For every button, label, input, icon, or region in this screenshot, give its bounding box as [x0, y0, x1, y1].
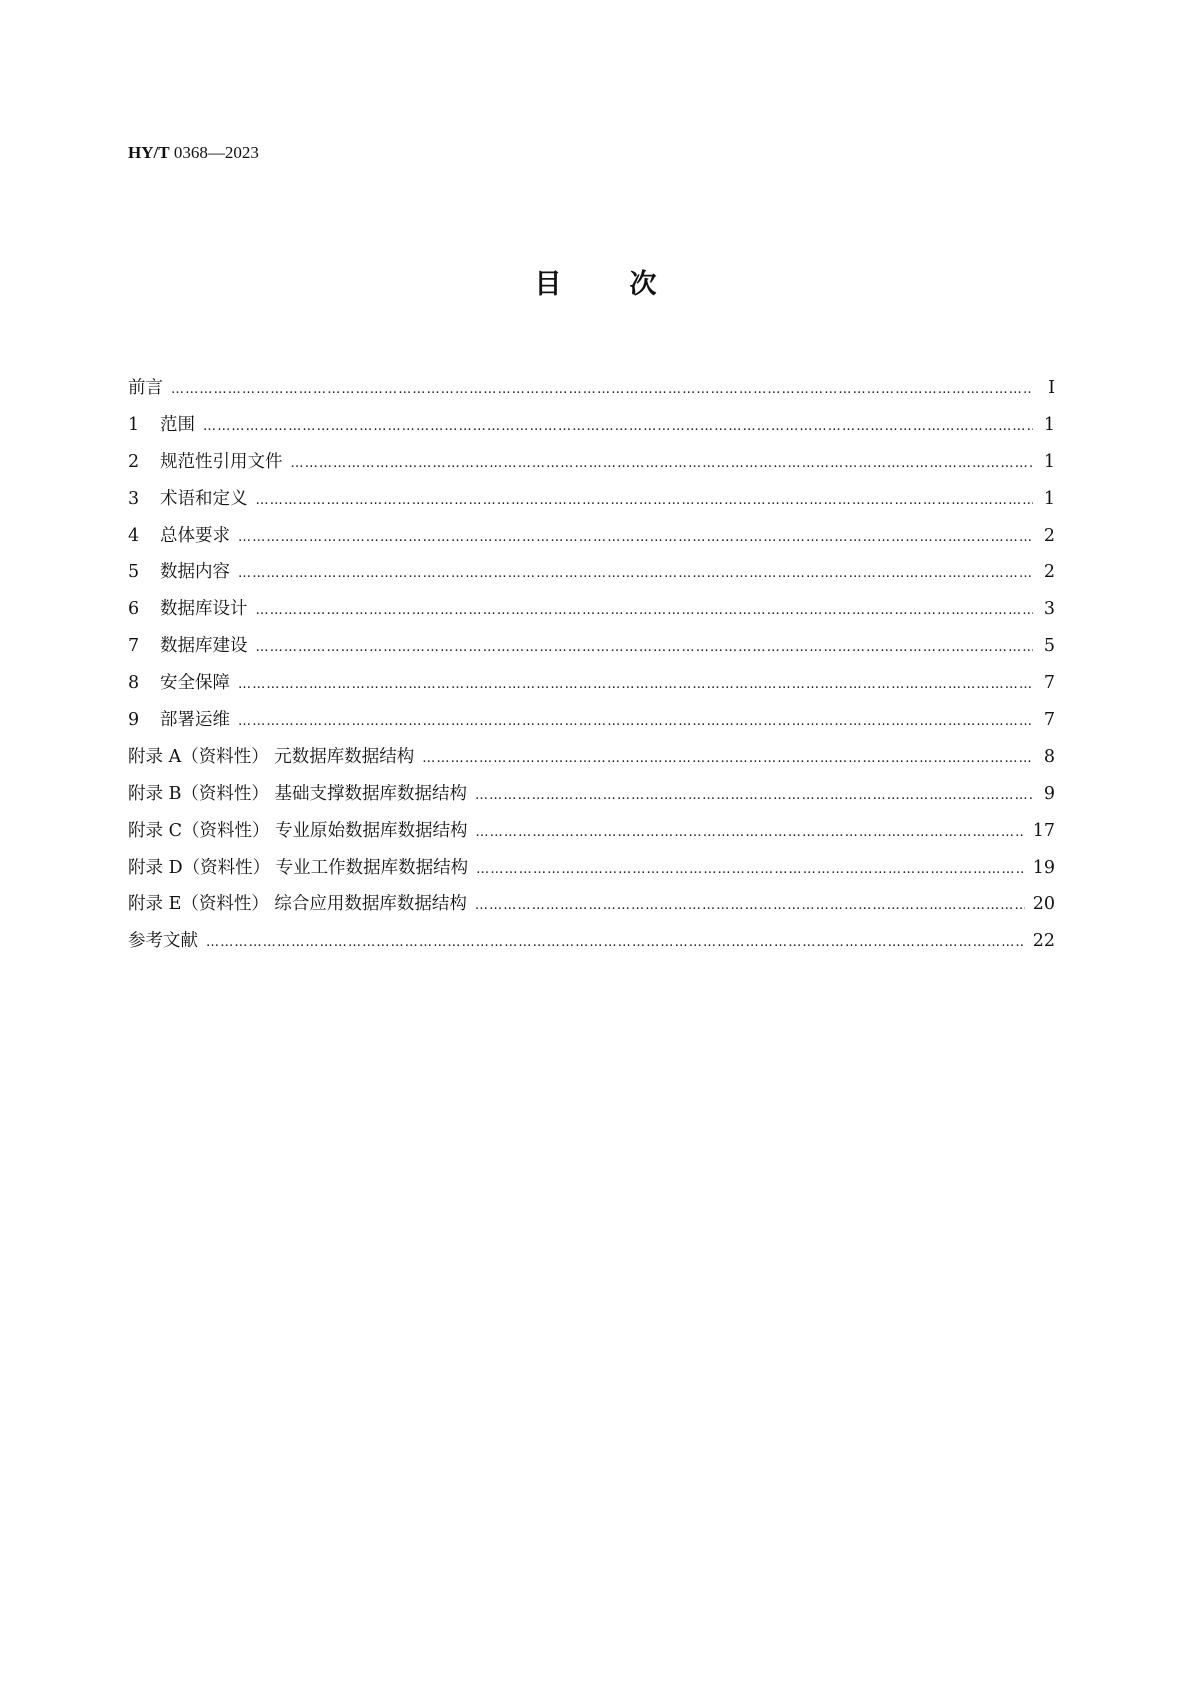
toc-entry-label: 部署运维	[160, 710, 230, 731]
toc-entry[interactable]	[128, 927, 1055, 964]
toc-entry[interactable]	[128, 817, 1055, 854]
dot-leader	[476, 862, 1025, 877]
dot-leader	[422, 751, 1033, 766]
toc-entry-page: 7	[1043, 710, 1055, 731]
toc-entry-label: 安全保障	[160, 673, 230, 694]
toc-entry-number: 3	[128, 488, 140, 509]
page-title	[0, 262, 1191, 301]
standard-number: 0368—2023	[173, 143, 259, 162]
toc-entry-label: 参考文献	[128, 931, 198, 952]
toc-entry-page: Ⅰ	[1048, 378, 1055, 398]
toc-entry-page: 1	[1043, 414, 1055, 435]
toc-entry-page: 5	[1043, 636, 1055, 657]
toc-entry[interactable]	[128, 632, 1055, 669]
toc-entry-page: 2	[1043, 525, 1055, 546]
dot-leader	[238, 566, 1033, 581]
toc-entry-number: 6	[128, 599, 140, 620]
toc-entry-label: 附录 A（资料性） 元数据库数据结构	[128, 746, 415, 767]
toc-entry-page: 19	[1032, 857, 1055, 878]
dot-leader	[238, 530, 1033, 545]
toc-entry-label: 附录 C（资料性） 专业原始数据库数据结构	[128, 820, 468, 841]
toc-entry[interactable]	[128, 854, 1055, 891]
standard-prefix: HY/T	[128, 143, 170, 162]
toc-entry-label: 数据库建设	[160, 636, 248, 657]
toc-entry-label: 附录 D（资料性） 专业工作数据库数据结构	[128, 857, 469, 878]
toc-entry-label: 规范性引用文件	[160, 451, 283, 472]
toc-entry[interactable]	[128, 669, 1055, 706]
toc-entry-label: 前言	[128, 378, 163, 398]
standard-code	[128, 143, 259, 163]
toc-entry-page: 8	[1043, 746, 1055, 767]
toc-entry-page: 2	[1043, 562, 1055, 583]
toc-entry-number: 9	[128, 710, 140, 731]
toc-entry-number: 7	[128, 636, 140, 657]
dot-leader	[256, 493, 1034, 508]
toc-entry-number: 4	[128, 525, 140, 546]
toc-entry-page: 20	[1032, 894, 1055, 915]
toc-entry-label: 数据库设计	[160, 599, 248, 620]
dot-leader	[238, 714, 1033, 729]
title-char: 目	[534, 269, 562, 300]
toc-entry[interactable]	[128, 411, 1055, 448]
dot-leader	[476, 825, 1025, 840]
toc-entry-page: 1	[1043, 451, 1055, 472]
toc-entry[interactable]	[128, 448, 1055, 485]
table-of-contents	[128, 374, 1055, 964]
toc-entry[interactable]	[128, 558, 1055, 595]
dot-leader	[238, 677, 1033, 692]
toc-entry[interactable]	[128, 780, 1055, 817]
toc-entry-number: 5	[128, 562, 140, 583]
toc-entry-page: 17	[1032, 820, 1055, 841]
toc-entry-label: 范围	[160, 414, 195, 435]
toc-entry[interactable]	[128, 706, 1055, 743]
toc-entry[interactable]	[128, 743, 1055, 780]
dot-leader	[171, 382, 1033, 397]
toc-entry[interactable]	[128, 374, 1055, 411]
toc-entry-label: 附录 E（资料性） 综合应用数据库数据结构	[128, 894, 467, 915]
dot-leader	[206, 935, 1025, 950]
toc-entry-number: 1	[128, 414, 140, 435]
toc-entry[interactable]	[128, 485, 1055, 522]
dot-leader	[256, 640, 1034, 655]
toc-entry-label: 术语和定义	[160, 488, 248, 509]
toc-entry-label: 附录 B（资料性） 基础支撑数据库数据结构	[128, 783, 467, 804]
toc-entry[interactable]	[128, 595, 1055, 632]
toc-entry-label: 总体要求	[160, 525, 230, 546]
toc-entry[interactable]	[128, 890, 1055, 927]
dot-leader	[203, 419, 1033, 434]
dot-leader	[475, 788, 1033, 803]
toc-entry-page: 7	[1043, 673, 1055, 694]
toc-entry-number: 8	[128, 673, 140, 694]
dot-leader	[475, 898, 1025, 913]
title-char: 次	[629, 269, 657, 300]
dot-leader	[256, 603, 1034, 618]
dot-leader	[291, 456, 1034, 471]
toc-entry-page: 22	[1032, 931, 1055, 952]
toc-entry[interactable]	[128, 522, 1055, 559]
toc-entry-page: 3	[1043, 599, 1055, 620]
toc-entry-page: 1	[1043, 488, 1055, 509]
toc-entry-number: 2	[128, 451, 140, 472]
toc-entry-page: 9	[1043, 783, 1055, 804]
toc-entry-label: 数据内容	[160, 562, 230, 583]
